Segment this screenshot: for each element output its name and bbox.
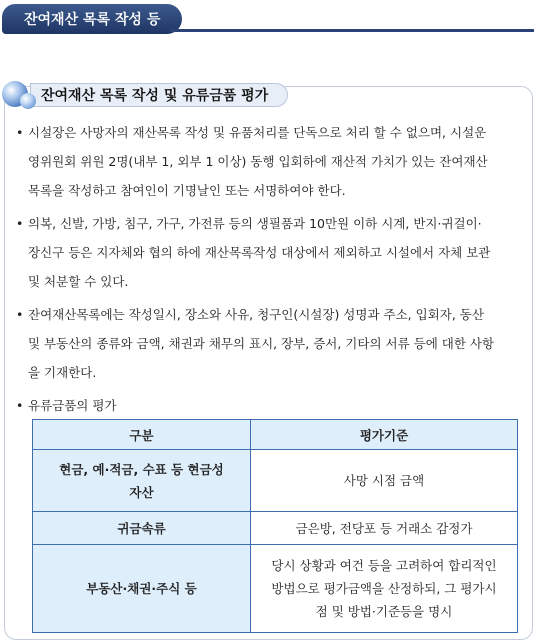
page-title-banner [2, 4, 182, 34]
bullet-icon: • [16, 307, 24, 322]
table-cell-category [33, 545, 251, 633]
para-line: 및 부동산의 종류와 금액, 채권과 채무의 표시, 장부, 증서, 기타의 서류 등에 대한 사항 [28, 336, 495, 351]
para-line: 목록을 작성하고 참여인이 기명날인 또는 서명하여야 한다. [28, 183, 346, 198]
header-category: 구분 [33, 420, 251, 450]
section-title-pill [30, 83, 288, 107]
table-cell-category [33, 512, 251, 545]
para-line: 영위원회 위원 2명(내부 1, 외부 1 이상) 동행 입회하에 재산적 가치가 있는 잔여재산 [28, 154, 488, 169]
main-content [16, 118, 526, 424]
cell-line: 현금, 예·적금, 수표 등 현금성 [59, 461, 224, 477]
cell-line: 부동산·채권·주식 등 [86, 581, 197, 596]
bullet-icon: • [16, 398, 24, 413]
paragraph-2 [16, 209, 526, 296]
valuation-table [32, 419, 518, 633]
cell-line: 당시 상황과 여건 등을 고려하여 합리적인 [271, 558, 497, 573]
small-bubble-icon [20, 93, 36, 109]
paragraph-1 [16, 118, 526, 205]
cell-line: 귀금속류 [117, 520, 166, 536]
para-line: 을 기재한다. [28, 365, 97, 380]
cell-line: 사망 시점 금액 [343, 473, 425, 488]
para-line: 시설장은 사망자의 재산목록 작성 및 유품처리를 단독으로 처리 할 수 없으며, 시설운 [28, 125, 487, 140]
table-row [33, 545, 518, 633]
table-cell-category [33, 450, 251, 512]
section-title: 잔여재산 목록 작성 및 유류금품 평가 [41, 88, 269, 104]
table-cell-criteria [251, 512, 518, 545]
para-line: 잔여재산목록에는 작성일시, 장소와 사유, 청구인(시설장) 성명과 주소, 입회자, 동산 [28, 307, 484, 322]
para-line: 의복, 신발, 가방, 침구, 가구, 가전류 등의 생필품과 10만원 이하 시계, 반지·귀걸이· [28, 216, 482, 231]
bullet-icon: • [16, 216, 24, 231]
para-line: 및 처분할 수 있다. [28, 274, 129, 289]
section-header [2, 78, 292, 112]
bullet-icon: • [16, 125, 24, 140]
table-row [33, 450, 518, 512]
cell-line: 자산 [129, 484, 154, 500]
title-underline [170, 29, 534, 32]
paragraph-3 [16, 300, 526, 387]
para-line: 장신구 등은 지자체와 협의 하에 재산목록작성 대상에서 제외하고 시설에서 자체 보관 [28, 245, 491, 260]
page-title: 잔여재산 목록 작성 등 [24, 12, 161, 28]
cell-line: 점 및 방법·기준등을 명시 [315, 604, 453, 619]
table-row [33, 512, 518, 545]
table-cell-criteria [251, 450, 518, 512]
table-cell-criteria [251, 545, 518, 633]
valuation-heading-row [16, 391, 526, 420]
header-criteria: 평가기준 [251, 420, 518, 450]
cell-line: 방법으로 평가금액을 산정하되, 그 평가시 [271, 581, 497, 596]
table-header-row [33, 420, 518, 450]
cell-line: 금은방, 전당포 등 거래소 감정가 [295, 520, 473, 536]
valuation-heading: 유류금품의 평가 [28, 398, 117, 413]
